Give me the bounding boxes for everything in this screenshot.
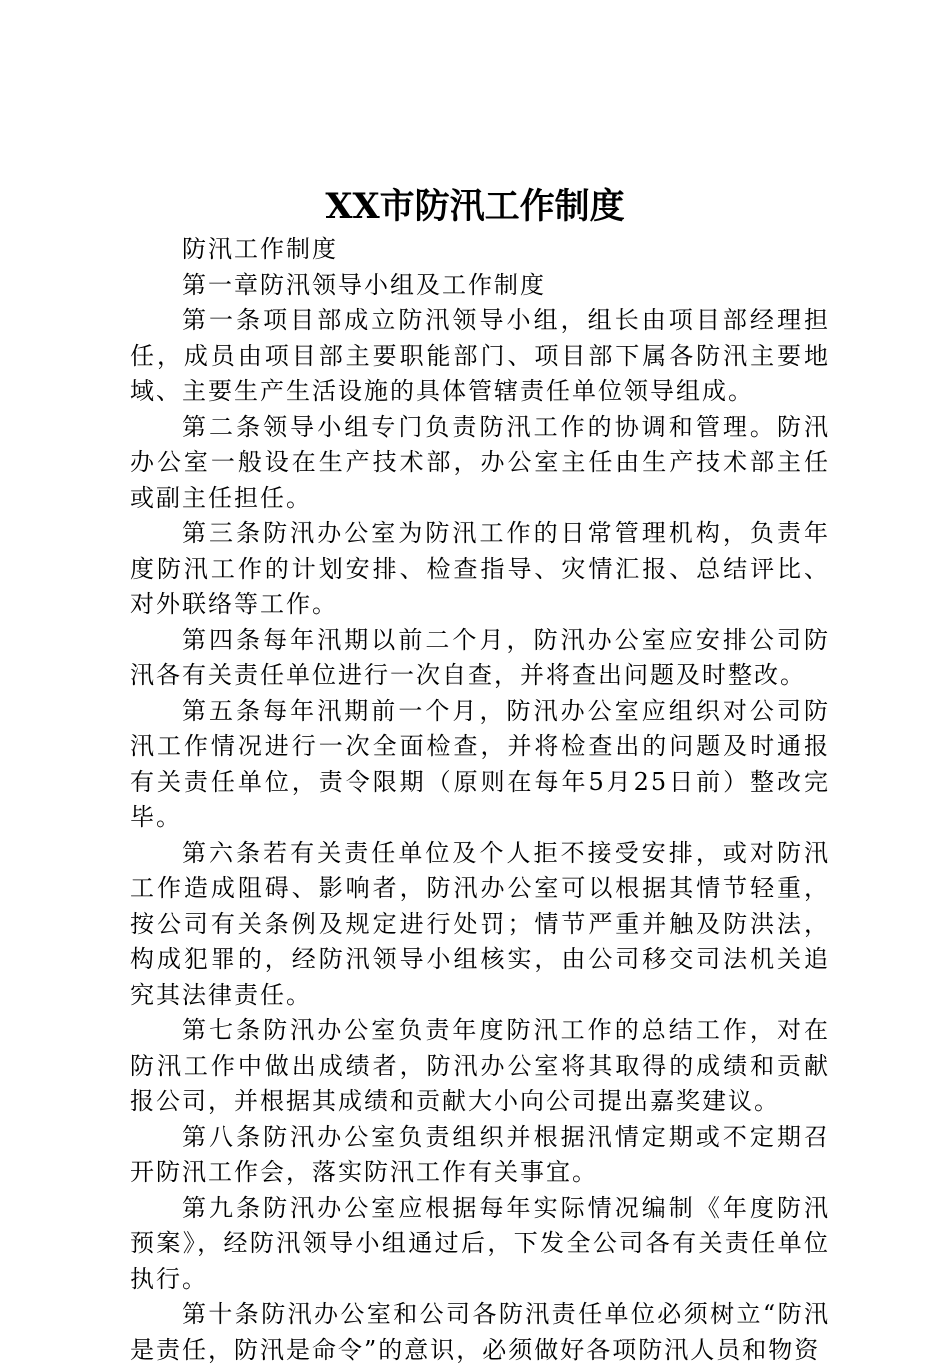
paragraph-subtitle: 防汛工作制度: [182, 235, 338, 263]
paragraph-article-9: 第九条防汛办公室应根据每年实际情况编制《年度防汛预案》，经防汛领导小组通过后，下发全公司各有关责任单位执行。: [130, 1193, 830, 1293]
paragraph-article-4: 第四条每年汛期以前二个月，防汛办公室应安排公司防汛各有关责任单位进行一次自查，并将查出问题及时整改。: [130, 625, 830, 689]
paragraph-article-5: 第五条每年汛期前一个月，防汛办公室应组织对公司防汛工作情况进行一次全面检查，并将检查出的问题及时通报有关责任单位，责令限期（原则在每年5月25日前）整改完毕。: [130, 696, 830, 831]
paragraph-article-6: 第六条若有关责任单位及个人拒不接受安排，或对防汛工作造成阻碍、影响者，防汛办公室可以根据其情节轻重，按公司有关条例及规定进行处罚；情节严重并触及防洪法，构成犯罪的，经防汛领导小组核实，由公司移交司法机关追究其法律责任。: [130, 838, 830, 1009]
paragraph-chapter-heading: 第一章防汛领导小组及工作制度: [182, 270, 546, 299]
paragraph-article-7: 第七条防汛办公室负责年度防汛工作的总结工作，对在防汛工作中做出成绩者，防汛办公室将其取得的成绩和贡献报公司，并根据其成绩和贡献大小向公司提出嘉奖建议。: [130, 1016, 830, 1115]
paragraph-article-1: 第一条项目部成立防汛领导小组，组长由项目部经理担任，成员由项目部主要职能部门、项目部下属各防汛主要地域、主要生产生活设施的具体管辖责任单位领导组成。: [130, 306, 830, 405]
document-body: [130, 232, 830, 1368]
document-title: XX市防汛工作制度: [325, 186, 625, 227]
paragraph-article-2: 第二条领导小组专门负责防汛工作的协调和管理。防汛办公室一般设在生产技术部，办公室主任由生产技术部主任或副主任担任。: [130, 412, 830, 512]
paragraph-article-8: 第八条防汛办公室负责组织并根据汛情定期或不定期召开防汛工作会，落实防汛工作有关事宜。: [130, 1122, 830, 1186]
paragraph-article-3: 第三条防汛办公室为防汛工作的日常管理机构，负责年度防汛工作的计划安排、检查指导、灾情汇报、总结评比、对外联络等工作。: [130, 519, 830, 618]
paragraph-article-10: 第十条防汛办公室和公司各防汛责任单位必须树立“防汛是责任，防汛是命令”的意识，必须做好各项防汛人员和物资: [130, 1300, 830, 1364]
